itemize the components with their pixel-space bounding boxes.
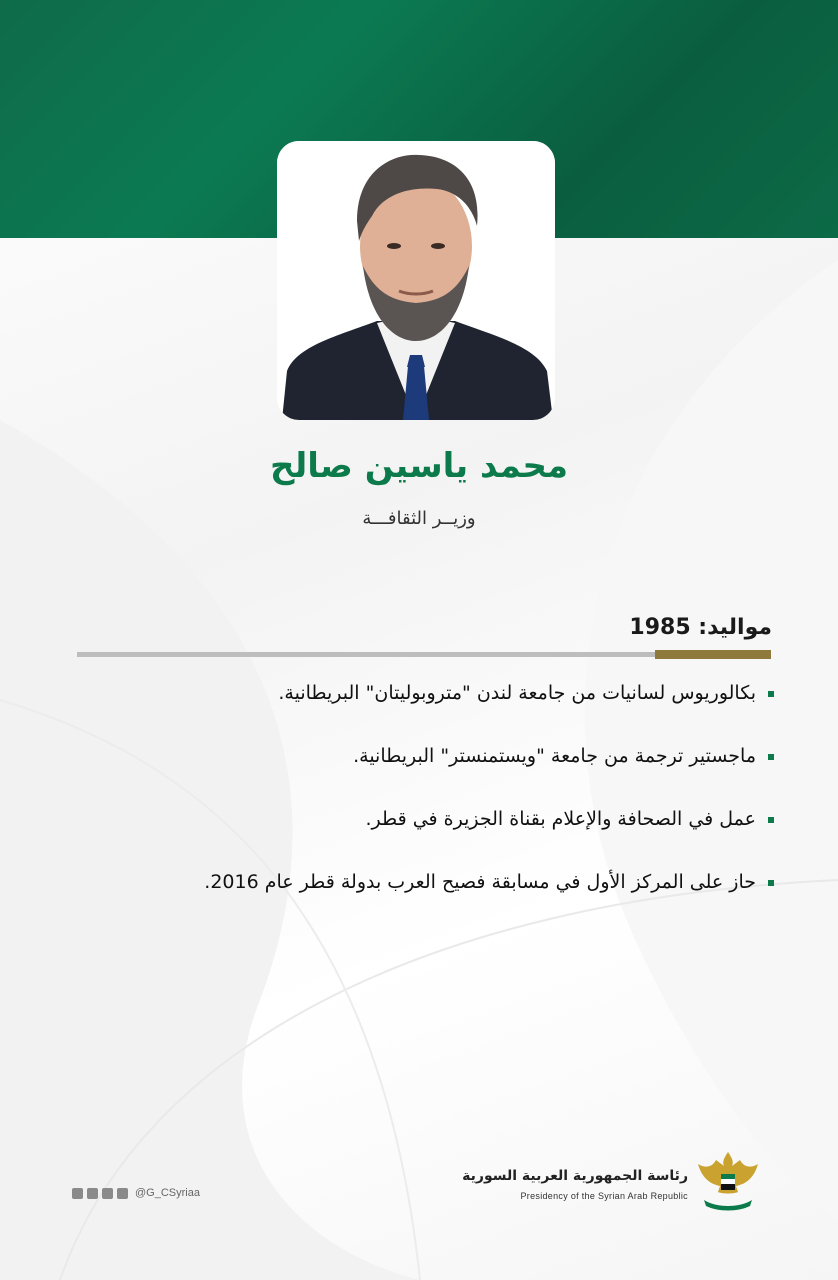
social-links: [72, 1187, 200, 1199]
person-title: وزيــر الثقافـــة: [362, 508, 476, 529]
bio-item: [94, 802, 774, 865]
bio-item-text: عمل في الصحافة والإعلام بقناة الجزيرة في قطر.: [365, 808, 756, 830]
bio-list: [94, 676, 774, 928]
section-divider: [77, 652, 771, 657]
x-icon[interactable]: [87, 1188, 98, 1199]
instagram-icon[interactable]: [102, 1188, 113, 1199]
eagle-emblem-icon: [694, 1148, 762, 1218]
org-name-arabic: رئاسة الجمهورية العربية السورية: [462, 1168, 688, 1184]
bullet-square-icon: [768, 691, 774, 697]
portrait-photo: [277, 141, 555, 420]
bio-item-text: حاز على المركز الأول في مسابقة فصيح العرب بدولة قطر عام 2016.: [204, 871, 756, 893]
birth-label: مواليد:: [698, 615, 772, 640]
divider-accent: [655, 650, 771, 659]
portrait-illustration: [277, 141, 555, 420]
bio-item: [94, 865, 774, 928]
bio-item: [94, 676, 774, 739]
person-name: محمد ياسين صالح: [270, 446, 568, 486]
bio-item-text: ماجستير ترجمة من جامعة "ويستمنستر" البريطانية.: [353, 745, 756, 767]
bullet-square-icon: [768, 817, 774, 823]
org-name-english: Presidency of the Syrian Arab Republic: [520, 1191, 688, 1201]
bio-item-text: بكالوريوس لسانيات من جامعة لندن "متروبوليتان" البريطانية.: [278, 682, 756, 704]
bullet-square-icon: [768, 754, 774, 760]
telegram-icon[interactable]: [117, 1188, 128, 1199]
bullet-square-icon: [768, 880, 774, 886]
birth-year: 1985: [629, 615, 691, 640]
facebook-icon[interactable]: [72, 1188, 83, 1199]
birth-line: [629, 615, 772, 640]
social-handle[interactable]: @G_CSyriaa: [135, 1187, 200, 1199]
bio-item: [94, 739, 774, 802]
